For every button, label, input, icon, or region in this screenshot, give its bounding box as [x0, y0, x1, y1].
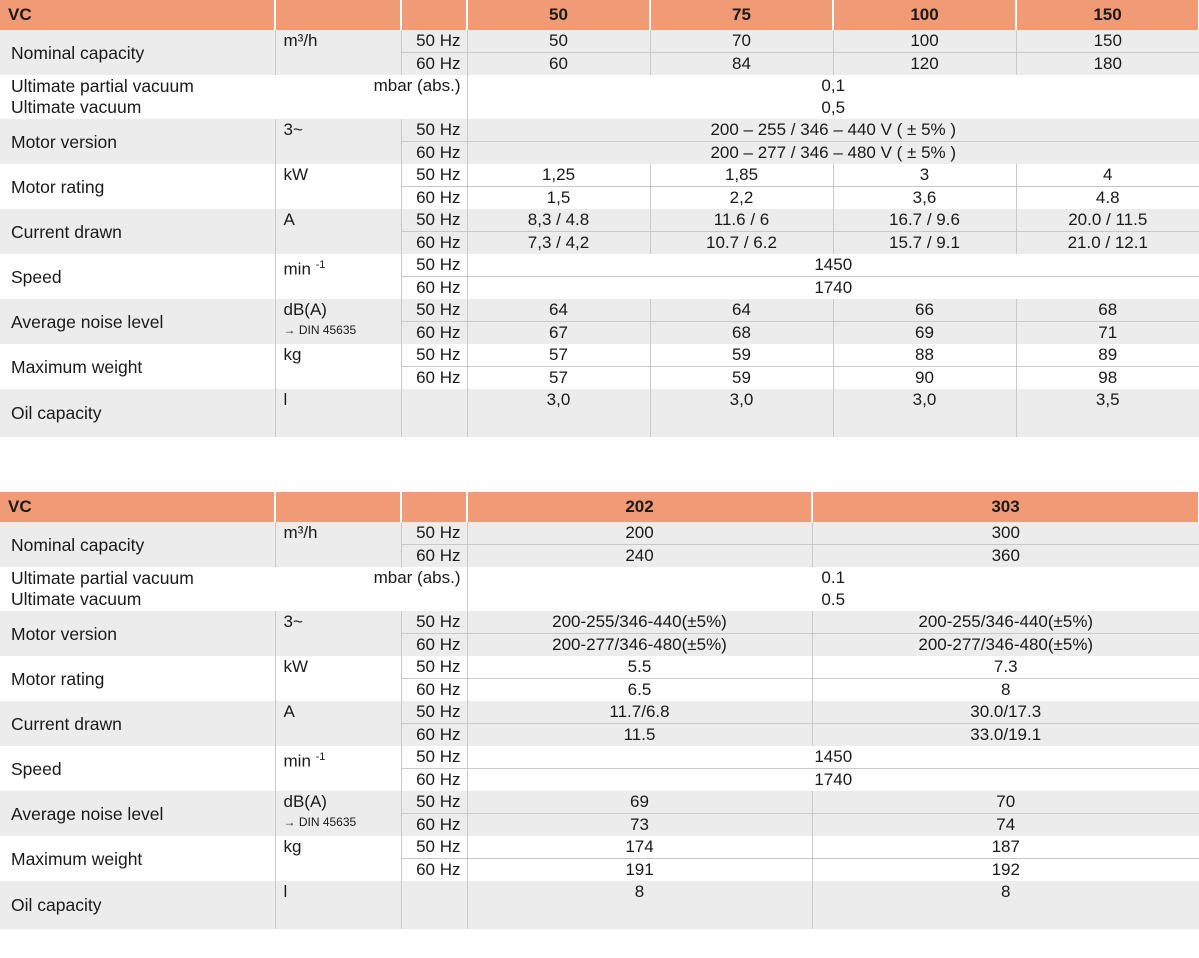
- value-cell: 7,3 / 4,2: [467, 232, 650, 255]
- freq-label: 50 Hz: [401, 522, 467, 545]
- value-cell: 59: [650, 367, 833, 390]
- header-model: 202: [467, 492, 812, 522]
- value-cell: 0.5: [467, 589, 1199, 611]
- freq-label: 60 Hz: [401, 814, 467, 837]
- value-cell: 8,3 / 4.8: [467, 209, 650, 232]
- value-cell: 84: [650, 53, 833, 76]
- freq-label: 50 Hz: [401, 836, 467, 859]
- table-header-row: [0, 0, 1199, 30]
- table-header-row: [0, 492, 1199, 522]
- value-cell: 1,5: [467, 187, 650, 210]
- freq-label: 50 Hz: [401, 119, 467, 142]
- row-label: Motor version: [0, 119, 275, 164]
- value-cell: 50: [467, 30, 650, 53]
- freq-label: 60 Hz: [401, 367, 467, 390]
- value-cell: 192: [812, 859, 1199, 882]
- value-cell: 68: [650, 322, 833, 345]
- freq-label: 50 Hz: [401, 209, 467, 232]
- row-unit: mbar (abs.): [275, 75, 467, 119]
- row-unit: min: [283, 259, 311, 279]
- value-cell: 66: [833, 299, 1016, 322]
- freq-label: 60 Hz: [401, 679, 467, 702]
- freq-label: 50 Hz: [401, 30, 467, 53]
- value-cell: 240: [467, 545, 812, 568]
- value-cell: 100: [833, 30, 1016, 53]
- row-unit: kg: [275, 836, 401, 881]
- table-row-current-drawn: [0, 701, 1199, 724]
- value-cell: 1740: [467, 769, 1199, 792]
- header-model: 150: [1016, 0, 1199, 30]
- value-cell: 20.0 / 11.5: [1016, 209, 1199, 232]
- value-cell: 89: [1016, 344, 1199, 367]
- value-cell: 5.5: [467, 656, 812, 679]
- value-cell: 150: [1016, 30, 1199, 53]
- value-cell: 3,6: [833, 187, 1016, 210]
- value-cell: 200 – 255 / 346 – 440 V ( ± 5% ): [467, 119, 1199, 142]
- header-model: 75: [650, 0, 833, 30]
- value-cell: 0,1: [467, 75, 1199, 97]
- value-cell: 73: [467, 814, 812, 837]
- row-unit: kg: [275, 344, 401, 389]
- row-label: Ultimate partial vacuum: [11, 76, 194, 96]
- header-model: 50: [467, 0, 650, 30]
- value-cell: 120: [833, 53, 1016, 76]
- value-cell: 68: [1016, 299, 1199, 322]
- row-label: Oil capacity: [0, 881, 275, 929]
- value-cell: 200-255/346-440(±5%): [812, 611, 1199, 634]
- value-cell: 11.5: [467, 724, 812, 747]
- value-cell: 200 – 277 / 346 – 480 V ( ± 5% ): [467, 142, 1199, 165]
- value-cell: 3,0: [467, 389, 650, 437]
- freq-label: 60 Hz: [401, 724, 467, 747]
- table-row-current-drawn: [0, 209, 1199, 232]
- value-cell: 360: [812, 545, 1199, 568]
- row-unit: dB(A): [283, 792, 327, 811]
- value-cell: 3,0: [650, 389, 833, 437]
- value-cell: 174: [467, 836, 812, 859]
- value-cell: 3,5: [1016, 389, 1199, 437]
- table-row-nominal-capacity: [0, 30, 1199, 53]
- freq-label: 50 Hz: [401, 611, 467, 634]
- value-cell: 1450: [467, 254, 1199, 277]
- freq-label: 50 Hz: [401, 656, 467, 679]
- freq-label: 50 Hz: [401, 791, 467, 814]
- table-row-maximum-weight: [0, 344, 1199, 367]
- header-vc: VC: [0, 0, 275, 30]
- table-row-motor-version: [0, 611, 1199, 634]
- value-cell: 67: [467, 322, 650, 345]
- header-vc: VC: [0, 492, 275, 522]
- value-cell: 21.0 / 12.1: [1016, 232, 1199, 255]
- value-cell: 71: [1016, 322, 1199, 345]
- value-cell: 74: [812, 814, 1199, 837]
- value-cell: 3,0: [833, 389, 1016, 437]
- table-row-motor-rating: [0, 656, 1199, 679]
- row-label: Average noise level: [0, 299, 275, 344]
- value-cell: 6.5: [467, 679, 812, 702]
- value-cell: 1,85: [650, 164, 833, 187]
- value-cell: 70: [812, 791, 1199, 814]
- row-unit: l: [275, 389, 401, 437]
- table-row-speed: [0, 746, 1199, 769]
- din-reference: → DIN 45635: [283, 815, 357, 829]
- value-cell: 180: [1016, 53, 1199, 76]
- value-cell: 90: [833, 367, 1016, 390]
- row-label: Nominal capacity: [0, 30, 275, 75]
- row-label: Speed: [0, 746, 275, 791]
- freq-label: 60 Hz: [401, 769, 467, 792]
- freq-label: 60 Hz: [401, 277, 467, 300]
- table-row-noise-level: [0, 299, 1199, 322]
- table-row-motor-rating: [0, 164, 1199, 187]
- value-cell: 200: [467, 522, 812, 545]
- row-label: Current drawn: [0, 209, 275, 254]
- table-row-speed: [0, 254, 1199, 277]
- value-cell: 16.7 / 9.6: [833, 209, 1016, 232]
- row-label: Motor rating: [0, 656, 275, 701]
- freq-label: 50 Hz: [401, 344, 467, 367]
- value-cell: 88: [833, 344, 1016, 367]
- value-cell: 2,2: [650, 187, 833, 210]
- header-model: 303: [812, 492, 1199, 522]
- table-row-oil-capacity: [0, 881, 1199, 929]
- freq-label: 60 Hz: [401, 322, 467, 345]
- row-unit: kW: [275, 164, 401, 209]
- unit-exponent: -1: [315, 751, 326, 763]
- value-cell: 11.6 / 6: [650, 209, 833, 232]
- table-row-vacuum: [0, 567, 1199, 589]
- row-label: Current drawn: [0, 701, 275, 746]
- freq-label: 50 Hz: [401, 701, 467, 724]
- freq-label: 60 Hz: [401, 232, 467, 255]
- value-cell: 15.7 / 9.1: [833, 232, 1016, 255]
- value-cell: 64: [467, 299, 650, 322]
- row-label: Oil capacity: [0, 389, 275, 437]
- freq-label: 50 Hz: [401, 299, 467, 322]
- value-cell: 57: [467, 344, 650, 367]
- row-label: Average noise level: [0, 791, 275, 836]
- table-row-nominal-capacity: [0, 522, 1199, 545]
- freq-label: 60 Hz: [401, 634, 467, 657]
- table-row-oil-capacity: [0, 389, 1199, 437]
- value-cell: 8: [467, 881, 812, 929]
- value-cell: 60: [467, 53, 650, 76]
- row-label: Nominal capacity: [0, 522, 275, 567]
- din-reference: → DIN 45635: [283, 323, 357, 337]
- value-cell: 11.7/6.8: [467, 701, 812, 724]
- value-cell: 10.7 / 6.2: [650, 232, 833, 255]
- row-label: Ultimate vacuum: [11, 589, 142, 609]
- freq-label: 50 Hz: [401, 164, 467, 187]
- row-label: Maximum weight: [0, 836, 275, 881]
- value-cell: 57: [467, 367, 650, 390]
- row-unit: m³/h: [275, 30, 401, 75]
- value-cell: 300: [812, 522, 1199, 545]
- value-cell: 200-277/346-480(±5%): [812, 634, 1199, 657]
- freq-label: 50 Hz: [401, 746, 467, 769]
- row-unit: m³/h: [275, 522, 401, 567]
- freq-label: 60 Hz: [401, 53, 467, 76]
- value-cell: 7.3: [812, 656, 1199, 679]
- value-cell: 191: [467, 859, 812, 882]
- value-cell: 30.0/17.3: [812, 701, 1199, 724]
- value-cell: 1450: [467, 746, 1199, 769]
- freq-label: 60 Hz: [401, 859, 467, 882]
- freq-label: 50 Hz: [401, 254, 467, 277]
- value-cell: 59: [650, 344, 833, 367]
- row-label: Motor version: [0, 611, 275, 656]
- value-cell: 200-277/346-480(±5%): [467, 634, 812, 657]
- row-unit: 3~: [275, 611, 401, 656]
- spec-table-vc-202-303: [0, 492, 1199, 929]
- row-label: Maximum weight: [0, 344, 275, 389]
- row-unit: dB(A): [283, 300, 327, 319]
- value-cell: 33.0/19.1: [812, 724, 1199, 747]
- table-row-noise-level: [0, 791, 1199, 814]
- value-cell: 4.8: [1016, 187, 1199, 210]
- value-cell: 69: [833, 322, 1016, 345]
- value-cell: 69: [467, 791, 812, 814]
- spec-table-vc-50-150: [0, 0, 1199, 437]
- value-cell: 4: [1016, 164, 1199, 187]
- row-label: Ultimate vacuum: [11, 97, 142, 117]
- value-cell: 8: [812, 881, 1199, 929]
- value-cell: 0,5: [467, 97, 1199, 119]
- row-unit: A: [275, 701, 401, 746]
- value-cell: 98: [1016, 367, 1199, 390]
- table-row-maximum-weight: [0, 836, 1199, 859]
- header-model: 100: [833, 0, 1016, 30]
- value-cell: 1740: [467, 277, 1199, 300]
- table-row-vacuum: [0, 75, 1199, 97]
- row-unit: min: [283, 751, 311, 771]
- row-label: Ultimate partial vacuum: [11, 568, 194, 588]
- freq-label: 60 Hz: [401, 142, 467, 165]
- row-unit: kW: [275, 656, 401, 701]
- value-cell: 0.1: [467, 567, 1199, 589]
- value-cell: 8: [812, 679, 1199, 702]
- row-unit: A: [275, 209, 401, 254]
- value-cell: 1,25: [467, 164, 650, 187]
- row-label: Motor rating: [0, 164, 275, 209]
- table-row-motor-version: [0, 119, 1199, 142]
- unit-exponent: -1: [315, 259, 326, 271]
- row-unit: l: [275, 881, 401, 929]
- value-cell: 64: [650, 299, 833, 322]
- freq-label: 60 Hz: [401, 187, 467, 210]
- row-unit: 3~: [275, 119, 401, 164]
- value-cell: 200-255/346-440(±5%): [467, 611, 812, 634]
- row-unit: mbar (abs.): [275, 567, 467, 611]
- value-cell: 187: [812, 836, 1199, 859]
- freq-label: 60 Hz: [401, 545, 467, 568]
- row-label: Speed: [0, 254, 275, 299]
- value-cell: 3: [833, 164, 1016, 187]
- value-cell: 70: [650, 30, 833, 53]
